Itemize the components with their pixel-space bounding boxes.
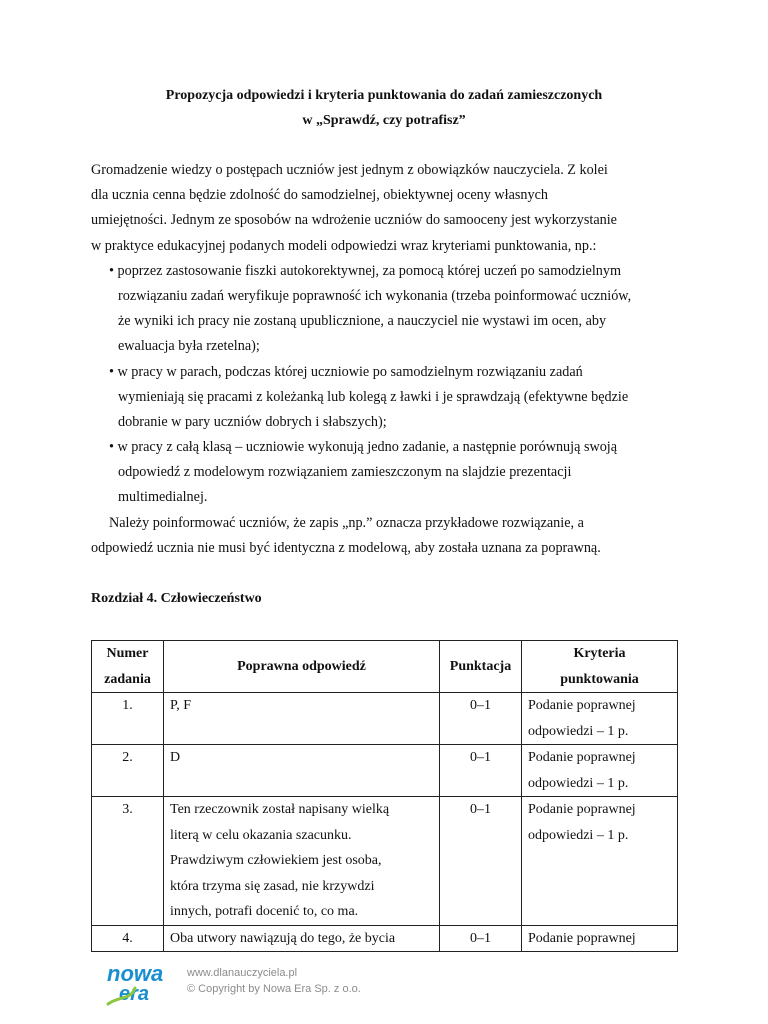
footer-copyright: © Copyright by Nowa Era Sp. z o.o. — [187, 983, 361, 995]
logo-word-nowa: nowa — [107, 961, 164, 986]
nowa-era-logo — [105, 960, 183, 1006]
footer-website[interactable]: www.dlanauczyciela.pl — [187, 967, 298, 979]
points-cell: 0–1 — [440, 745, 522, 797]
answer-line: literą w celu okazania szacunku. — [170, 827, 352, 843]
chapter-heading: Rozdział 4. Człowieczeństwo — [91, 591, 262, 606]
criteria-line: Podanie poprawnej — [528, 930, 636, 946]
table-row — [92, 797, 678, 926]
intro-line: dla ucznia cenna będzie zdolność do samodzielnej, obiektywnej oceny własnych — [91, 187, 548, 204]
bullet-2-line: wymieniają się pracami z koleżanką lub kolegą z ławki i je sprawdzają (efektywne będzie — [118, 388, 629, 405]
closing-line: Należy poinformować uczniów, że zapis „np.” oznacza przykładowe rozwiązanie, a — [109, 514, 584, 531]
table-row — [92, 693, 678, 745]
points-cell: 0–1 — [440, 797, 522, 926]
document-title-line-2: w „Sprawdź, czy potrafisz” — [302, 113, 466, 128]
document-title-line-1: Propozycja odpowiedzi i kryteria punktowania do zadań zamieszczonych — [165, 88, 603, 103]
criteria-line: Podanie poprawnej — [528, 802, 636, 817]
bullet-3-line: • w pracy z całą klasą – uczniowie wykonują jedno zadanie, a następnie porównują swoją — [109, 439, 618, 456]
header-criteria — [522, 641, 678, 693]
closing-line: odpowiedź ucznia nie musi być identyczna z modelową, aby została uznana za poprawną. — [91, 539, 601, 556]
answer-cell — [164, 797, 440, 926]
criteria-line: odpowiedzi – 1 p. — [528, 775, 629, 791]
bullet-1-line: że wyniki ich pracy nie zostaną upublicznione, a nauczyciel nie wystawi im ocen, aby — [118, 313, 607, 330]
bullet-3-line: odpowiedź z modelowym rozwiązaniem zamieszczonym na slajdzie prezentacji — [118, 464, 572, 481]
header-task-number-line: Numer — [106, 646, 149, 661]
points-cell: 0–1 — [440, 925, 522, 952]
task-number-cell: 2. — [92, 745, 164, 797]
header-criteria-line: Kryteria — [573, 646, 626, 661]
table-row — [92, 745, 678, 797]
intro-line: umiejętności. Jednym ze sposobów na wdrożenie uczniów do samooceny jest wykorzystanie — [91, 212, 617, 229]
answer-cell — [164, 745, 440, 797]
bullet-2-line: dobranie w pary uczniów dobrych i słabszych); — [118, 413, 387, 430]
answer-line: która trzyma się zasad, nie krzywdzi — [170, 878, 375, 894]
criteria-cell — [522, 745, 678, 797]
answer-line: Oba utwory nawiązują do tego, że bycia — [170, 930, 396, 946]
intro-line: w praktyce edukacyjnej podanych modeli odpowiedzi wraz kryteriami punktowania, np.: — [91, 237, 597, 254]
answer-line: P, F — [170, 698, 192, 713]
answer-line: D — [170, 750, 181, 765]
criteria-line: Podanie poprawnej — [528, 698, 636, 713]
task-number-cell: 3. — [92, 797, 164, 926]
answer-cell — [164, 925, 440, 952]
answer-cell — [164, 693, 440, 745]
answer-line: Ten rzeczownik został napisany wielką — [170, 802, 390, 817]
table-row — [92, 925, 678, 952]
criteria-cell — [522, 925, 678, 952]
points-cell: 0–1 — [440, 693, 522, 745]
logo-word-era: era — [119, 983, 150, 1005]
criteria-cell — [522, 797, 678, 926]
page-footer — [105, 960, 505, 1006]
answer-line: Prawdziwym człowiekiem jest osoba, — [170, 853, 382, 868]
header-points: Punktacja — [440, 641, 522, 693]
bullet-1-line: ewaluacja była rzetelna); — [118, 338, 260, 355]
answer-line: innych, potrafi docenić to, co ma. — [170, 904, 359, 919]
task-number-cell: 4. — [92, 925, 164, 952]
criteria-line: Podanie poprawnej — [528, 750, 636, 765]
intro-paragraph — [91, 158, 681, 561]
header-criteria-line: punktowania — [560, 671, 639, 687]
bullet-2-line: • w pracy w parach, podczas której uczniowie po samodzielnym rozwiązaniu zadań — [109, 363, 583, 380]
header-correct-answer: Poprawna odpowiedź — [164, 641, 440, 693]
table-header-row — [92, 641, 678, 693]
task-number-cell: 1. — [92, 693, 164, 745]
criteria-line: odpowiedzi – 1 p. — [528, 827, 629, 843]
footer-text — [187, 965, 361, 997]
header-task-number — [92, 641, 164, 693]
criteria-line: odpowiedzi – 1 p. — [528, 723, 629, 739]
bullet-3-line: multimedialnej. — [118, 489, 208, 506]
bullet-1-line: • poprzez zastosowanie fiszki autokorektywnej, za pomocą której uczeń po samodzielnym — [109, 262, 621, 279]
criteria-cell — [522, 693, 678, 745]
answer-key-table — [91, 640, 678, 952]
intro-line: Gromadzenie wiedzy o postępach uczniów jest jednym z obowiązków nauczyciela. Z kolei — [91, 162, 608, 178]
header-task-number-line: zadania — [104, 671, 151, 687]
bullet-1-line: rozwiązaniu zadań weryfikuje poprawność ich wykonania (trzeba poinformować uczniów, — [118, 287, 632, 304]
